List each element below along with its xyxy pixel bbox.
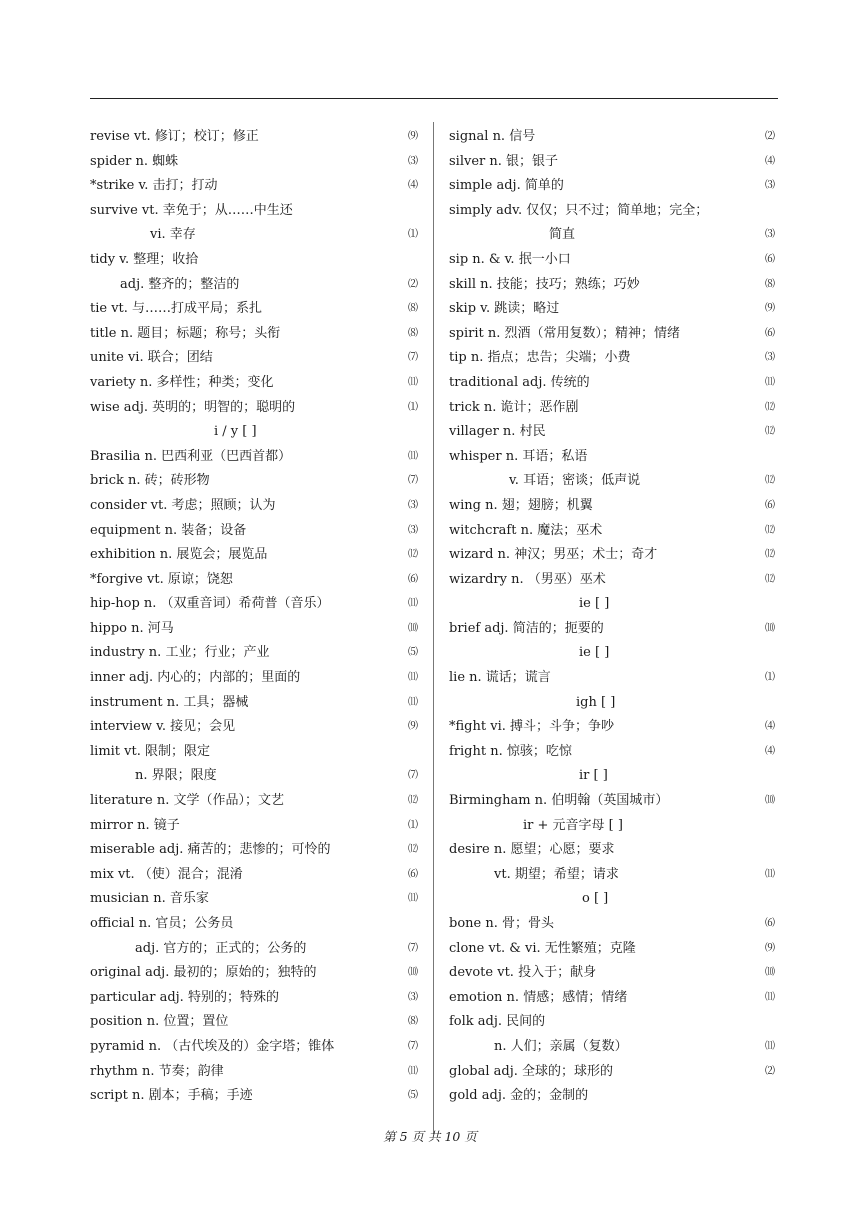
vocab-entry bbox=[90, 420, 418, 445]
unit-number: ⑹ bbox=[765, 253, 775, 265]
unit-number: ⑽ bbox=[765, 622, 775, 634]
vocab-entry bbox=[90, 519, 418, 544]
vocab-entry bbox=[90, 1010, 418, 1035]
unit-number: ⑶ bbox=[765, 180, 775, 192]
vocab-entry bbox=[449, 937, 777, 962]
entry-text: tip n. 指点；忠告；尖端；小费 bbox=[449, 350, 631, 366]
entry-text: mix vt. （使）混合；混淆 bbox=[90, 866, 243, 882]
entry-text: vt. 期望；希望；请求 bbox=[494, 866, 619, 882]
vocab-entry bbox=[90, 641, 418, 666]
entry-text: survive vt. 幸免于；从……中生还 bbox=[90, 202, 293, 218]
unit-number: ⑶ bbox=[408, 991, 418, 1003]
entry-text: wizardry n. （男巫）巫术 bbox=[449, 571, 606, 587]
entry-text: villager n. 村民 bbox=[449, 424, 546, 440]
vocab-entry bbox=[449, 986, 777, 1011]
unit-number: ⑼ bbox=[765, 942, 775, 954]
entry-text: brick n. 砖；砖形物 bbox=[90, 473, 210, 489]
unit-number: ⑿ bbox=[765, 549, 775, 561]
vocab-entry bbox=[449, 371, 777, 396]
vocab-entry bbox=[90, 371, 418, 396]
entry-text: wing n. 翅；翅膀；机翼 bbox=[449, 497, 593, 513]
entry-text: lie n. 谎话；谎言 bbox=[449, 670, 551, 686]
unit-number: ⑷ bbox=[765, 155, 775, 167]
vocab-entry bbox=[449, 322, 777, 347]
unit-number: ⑺ bbox=[408, 942, 418, 954]
entry-text: bone n. 骨；骨头 bbox=[449, 916, 554, 931]
entry-text: o [ ] bbox=[582, 891, 609, 907]
vocab-entry bbox=[449, 666, 777, 691]
vocab-entry bbox=[90, 322, 418, 347]
unit-number: ⑵ bbox=[408, 278, 418, 290]
vocab-entry bbox=[90, 764, 418, 789]
entry-text: n. 界限；限度 bbox=[135, 768, 217, 784]
entry-text: particular adj. 特别的；特殊的 bbox=[90, 989, 279, 1005]
vocab-entry bbox=[90, 199, 418, 224]
vocab-entry bbox=[449, 1035, 777, 1060]
vocab-entry bbox=[90, 273, 418, 298]
vocab-entry bbox=[449, 838, 777, 863]
entry-text: ir [ ] bbox=[579, 768, 608, 784]
unit-number: ⑾ bbox=[408, 598, 418, 610]
vocab-entry bbox=[449, 912, 777, 937]
vocab-entry bbox=[90, 887, 418, 912]
vocab-entry bbox=[449, 1084, 777, 1109]
left-column bbox=[90, 125, 418, 1109]
entry-text: instrument n. 工具；器械 bbox=[90, 694, 249, 710]
entry-text: i / y [ ] bbox=[214, 424, 257, 440]
vocab-entry bbox=[449, 715, 777, 740]
entry-text: whisper n. 耳语；私语 bbox=[449, 448, 588, 464]
unit-number: ⑸ bbox=[408, 1090, 418, 1102]
unit-number: ⑶ bbox=[408, 499, 418, 511]
entry-text: script n. 剧本；手稿；手迹 bbox=[90, 1088, 253, 1104]
entry-text: inner adj. 内心的；内部的；里面的 bbox=[90, 670, 301, 686]
vocab-entry bbox=[90, 961, 418, 986]
vocab-entry bbox=[90, 1060, 418, 1085]
entry-text: fright n. 惊骇；吃惊 bbox=[449, 743, 572, 759]
entry-text: miserable adj. 痛苦的；悲惨的；可怜的 bbox=[90, 842, 331, 858]
vocab-entry bbox=[90, 150, 418, 175]
entry-text: *strike v. 击打；打动 bbox=[90, 178, 218, 194]
entry-text: sip n. & v. 抿一小口 bbox=[449, 251, 571, 267]
unit-number: ⑶ bbox=[765, 229, 775, 241]
entry-text: global adj. 全球的；球形的 bbox=[449, 1063, 614, 1079]
entry-text: simple adj. 简单的 bbox=[449, 178, 564, 194]
header-rule bbox=[90, 98, 778, 99]
vocab-entry bbox=[90, 937, 418, 962]
unit-number: ⑻ bbox=[765, 278, 775, 290]
vocab-entry bbox=[90, 986, 418, 1011]
unit-number: ⑽ bbox=[765, 967, 775, 979]
entry-text: position n. 位置；置位 bbox=[90, 1014, 229, 1030]
unit-number: ⑾ bbox=[408, 376, 418, 388]
unit-number: ⑾ bbox=[408, 696, 418, 708]
entry-text: wise adj. 英明的；明智的；聪明的 bbox=[90, 399, 296, 415]
unit-number: ⑾ bbox=[765, 868, 775, 880]
entry-text: folk adj. 民间的 bbox=[449, 1014, 546, 1030]
vocab-entry bbox=[449, 494, 777, 519]
unit-number: ⑿ bbox=[765, 524, 775, 536]
vocab-entry bbox=[449, 863, 777, 888]
vocab-entry bbox=[449, 617, 777, 642]
entry-text: brief adj. 简洁的；扼要的 bbox=[449, 620, 604, 636]
entry-text: exhibition n. 展览会；展览品 bbox=[90, 547, 268, 563]
entry-text: pyramid n. （古代埃及的）金字塔；锥体 bbox=[90, 1038, 335, 1054]
entry-text: gold adj. 金的；金制的 bbox=[449, 1088, 589, 1104]
vocab-entry bbox=[90, 691, 418, 716]
entry-text: industry n. 工业；行业；产业 bbox=[90, 645, 270, 661]
entry-text: title n. 题目；标题；称号；头衔 bbox=[90, 325, 281, 341]
vocab-entry bbox=[449, 641, 777, 666]
unit-number: ⑿ bbox=[765, 426, 775, 438]
entry-text: limit vt. 限制；限定 bbox=[90, 743, 210, 759]
entry-text: *fight vi. 搏斗；斗争；争吵 bbox=[449, 719, 614, 735]
vocab-entry bbox=[449, 519, 777, 544]
entry-text: v. 耳语；密谈；低声说 bbox=[509, 473, 641, 489]
entry-text: ie [ ] bbox=[579, 596, 610, 612]
vocab-entry bbox=[449, 248, 777, 273]
entry-text: equipment n. 装备；设备 bbox=[90, 522, 247, 538]
vocab-entry bbox=[449, 1060, 777, 1085]
vocab-entry bbox=[449, 125, 777, 150]
unit-number: ⑿ bbox=[408, 795, 418, 807]
vocab-entry bbox=[90, 617, 418, 642]
unit-number: ⑻ bbox=[408, 303, 418, 315]
vocab-entry bbox=[90, 666, 418, 691]
unit-number: ⑵ bbox=[765, 1065, 775, 1077]
vocab-entry bbox=[449, 691, 777, 716]
vocab-entry bbox=[449, 445, 777, 470]
entry-text: musician n. 音乐家 bbox=[90, 891, 209, 907]
vocab-entry bbox=[90, 174, 418, 199]
entry-text: interview v. 接见；会见 bbox=[90, 719, 236, 735]
unit-number: ⑹ bbox=[765, 918, 775, 929]
vocab-entry bbox=[90, 1035, 418, 1060]
entry-text: adj. 官方的；正式的；公务的 bbox=[135, 940, 307, 956]
vocab-entry bbox=[449, 346, 777, 371]
unit-number: ⑸ bbox=[408, 647, 418, 659]
entry-text: skip v. 跳读；略过 bbox=[449, 301, 560, 317]
unit-number: ⑴ bbox=[408, 401, 418, 413]
vocab-entry bbox=[90, 1084, 418, 1109]
entry-text: ie [ ] bbox=[579, 645, 610, 661]
vocab-entry bbox=[449, 592, 777, 617]
vocab-entry bbox=[90, 814, 418, 839]
vocab-entry bbox=[90, 445, 418, 470]
entry-text: revise vt. 修订；校订；修正 bbox=[90, 129, 259, 144]
unit-number: ⑵ bbox=[765, 131, 775, 142]
unit-number: ⑻ bbox=[408, 327, 418, 339]
entry-text: tie vt. 与……打成平局；系扎 bbox=[90, 301, 263, 317]
entry-text: original adj. 最初的；原始的；独特的 bbox=[90, 965, 317, 981]
vocab-entry bbox=[90, 912, 418, 937]
unit-number: ⑷ bbox=[765, 745, 775, 757]
unit-number: ⑹ bbox=[408, 573, 418, 585]
column-divider bbox=[433, 122, 434, 1134]
unit-number: ⑺ bbox=[408, 475, 418, 487]
entry-text: Birmingham n. 伯明翰（英国城市） bbox=[449, 793, 669, 809]
entry-text: desire n. 愿望；心愿；要求 bbox=[449, 842, 615, 858]
vocab-entry bbox=[449, 469, 777, 494]
entry-text: ir + 元音字母 [ ] bbox=[523, 817, 623, 833]
entry-text: literature n. 文学（作品）；文艺 bbox=[90, 793, 284, 809]
vocab-entry bbox=[449, 174, 777, 199]
unit-number: ⑴ bbox=[408, 229, 418, 241]
vocab-entry bbox=[90, 543, 418, 568]
entry-text: devote vt. 投入于；献身 bbox=[449, 965, 597, 981]
vocab-entry bbox=[90, 125, 418, 150]
vocab-entry bbox=[90, 469, 418, 494]
entry-text: witchcraft n. 魔法；巫术 bbox=[449, 522, 603, 538]
vocab-entry bbox=[90, 396, 418, 421]
entry-text: variety n. 多样性；种类；变化 bbox=[90, 374, 274, 390]
unit-number: ⑿ bbox=[765, 475, 775, 487]
unit-number: ⑹ bbox=[765, 327, 775, 339]
vocab-entry bbox=[90, 863, 418, 888]
vocab-entry bbox=[449, 887, 777, 912]
vocab-entry bbox=[90, 592, 418, 617]
vocab-entry bbox=[449, 568, 777, 593]
vocab-entry bbox=[449, 1010, 777, 1035]
entry-text: tidy v. 整理；收拾 bbox=[90, 251, 199, 267]
entry-text: hippo n. 河马 bbox=[90, 620, 174, 636]
vocab-entry bbox=[449, 223, 777, 248]
unit-number: ⑷ bbox=[765, 721, 775, 733]
entry-text: *forgive vt. 原谅；饶恕 bbox=[90, 571, 233, 587]
unit-number: ⑴ bbox=[408, 819, 418, 831]
unit-number: ⑴ bbox=[765, 672, 775, 684]
entry-text: emotion n. 情感；感情；情绪 bbox=[449, 989, 628, 1005]
vocab-entry bbox=[90, 568, 418, 593]
unit-number: ⑽ bbox=[765, 795, 775, 807]
entry-text: Brasilia n. 巴西利亚（巴西首都） bbox=[90, 448, 292, 464]
vocab-entry bbox=[449, 420, 777, 445]
entry-text: wizard n. 神汉；男巫；术士；奇才 bbox=[449, 547, 658, 563]
vocab-entry bbox=[90, 346, 418, 371]
entry-text: clone vt. & vi. 无性繁殖；克隆 bbox=[449, 940, 636, 956]
unit-number: ⑽ bbox=[408, 622, 418, 634]
vocab-entry bbox=[90, 297, 418, 322]
unit-number: ⑾ bbox=[408, 1065, 418, 1077]
unit-number: ⑿ bbox=[765, 401, 775, 413]
vocab-entry bbox=[449, 150, 777, 175]
unit-number: ⑾ bbox=[408, 893, 418, 905]
vocab-entry bbox=[449, 961, 777, 986]
vocab-entry bbox=[90, 789, 418, 814]
entry-text: spirit n. 烈酒（常用复数）；精神；情绪 bbox=[449, 325, 681, 341]
entry-text: hip-hop n. （双重音词）希荷普（音乐） bbox=[90, 596, 330, 612]
entry-text: 简直 bbox=[549, 227, 576, 243]
vocab-entry bbox=[449, 273, 777, 298]
unit-number: ⑼ bbox=[765, 303, 775, 315]
unit-number: ⑿ bbox=[408, 549, 418, 561]
vocab-entry bbox=[449, 814, 777, 839]
vocab-entry bbox=[90, 715, 418, 740]
unit-number: ⑶ bbox=[408, 524, 418, 536]
entry-text: skill n. 技能；技巧；熟练；巧妙 bbox=[449, 276, 640, 292]
vocab-entry bbox=[90, 494, 418, 519]
entry-text: traditional adj. 传统的 bbox=[449, 374, 590, 390]
entry-text: simply adv. 仅仅；只不过；简单地；完全； bbox=[449, 202, 709, 218]
vocab-entry bbox=[449, 199, 777, 224]
entry-text: official n. 官员；公务员 bbox=[90, 916, 234, 931]
unit-number: ⑶ bbox=[408, 155, 418, 167]
vocab-entry bbox=[449, 740, 777, 765]
entry-text: consider vt. 考虑；照顾；认为 bbox=[90, 497, 276, 513]
entry-text: vi. 幸存 bbox=[150, 227, 196, 243]
entry-text: signal n. 信号 bbox=[449, 129, 536, 144]
vocab-entry bbox=[90, 838, 418, 863]
unit-number: ⑺ bbox=[408, 770, 418, 782]
entry-text: unite vi. 联合；团结 bbox=[90, 350, 213, 366]
unit-number: ⑼ bbox=[408, 131, 418, 142]
unit-number: ⑶ bbox=[765, 352, 775, 364]
entry-text: spider n. 蜘蛛 bbox=[90, 153, 179, 169]
page-footer: 第 5 页 共 10 页 bbox=[383, 1129, 477, 1144]
vocab-entry bbox=[90, 740, 418, 765]
unit-number: ⑹ bbox=[408, 868, 418, 880]
entry-text: adj. 整齐的；整洁的 bbox=[120, 276, 240, 292]
unit-number: ⑿ bbox=[765, 573, 775, 585]
unit-number: ⑷ bbox=[408, 180, 418, 192]
vocab-entry bbox=[449, 764, 777, 789]
unit-number: ⑾ bbox=[408, 450, 418, 462]
entry-text: rhythm n. 节奏；韵律 bbox=[90, 1063, 224, 1079]
vocab-entry bbox=[449, 297, 777, 322]
unit-number: ⑹ bbox=[765, 499, 775, 511]
unit-number: ⑺ bbox=[408, 352, 418, 364]
vocab-entry bbox=[449, 789, 777, 814]
unit-number: ⑺ bbox=[408, 1040, 418, 1052]
unit-number: ⑾ bbox=[408, 672, 418, 684]
unit-number: ⑾ bbox=[765, 991, 775, 1003]
unit-number: ⑼ bbox=[408, 721, 418, 733]
vocab-entry bbox=[449, 396, 777, 421]
unit-number: ⑿ bbox=[408, 844, 418, 856]
entry-text: mirror n. 镜子 bbox=[90, 817, 180, 833]
vocab-entry bbox=[449, 543, 777, 568]
vocab-entry bbox=[90, 248, 418, 273]
unit-number: ⑻ bbox=[408, 1016, 418, 1028]
vocab-entry bbox=[90, 223, 418, 248]
entry-text: silver n. 银；银子 bbox=[449, 153, 559, 169]
unit-number: ⑽ bbox=[408, 967, 418, 979]
unit-number: ⑾ bbox=[765, 1040, 775, 1052]
right-column bbox=[449, 125, 777, 1109]
entry-text: igh [ ] bbox=[576, 694, 616, 710]
entry-text: n. 人们；亲属（复数） bbox=[494, 1038, 628, 1054]
unit-number: ⑾ bbox=[765, 376, 775, 388]
entry-text: trick n. 诡计；恶作剧 bbox=[449, 399, 579, 415]
